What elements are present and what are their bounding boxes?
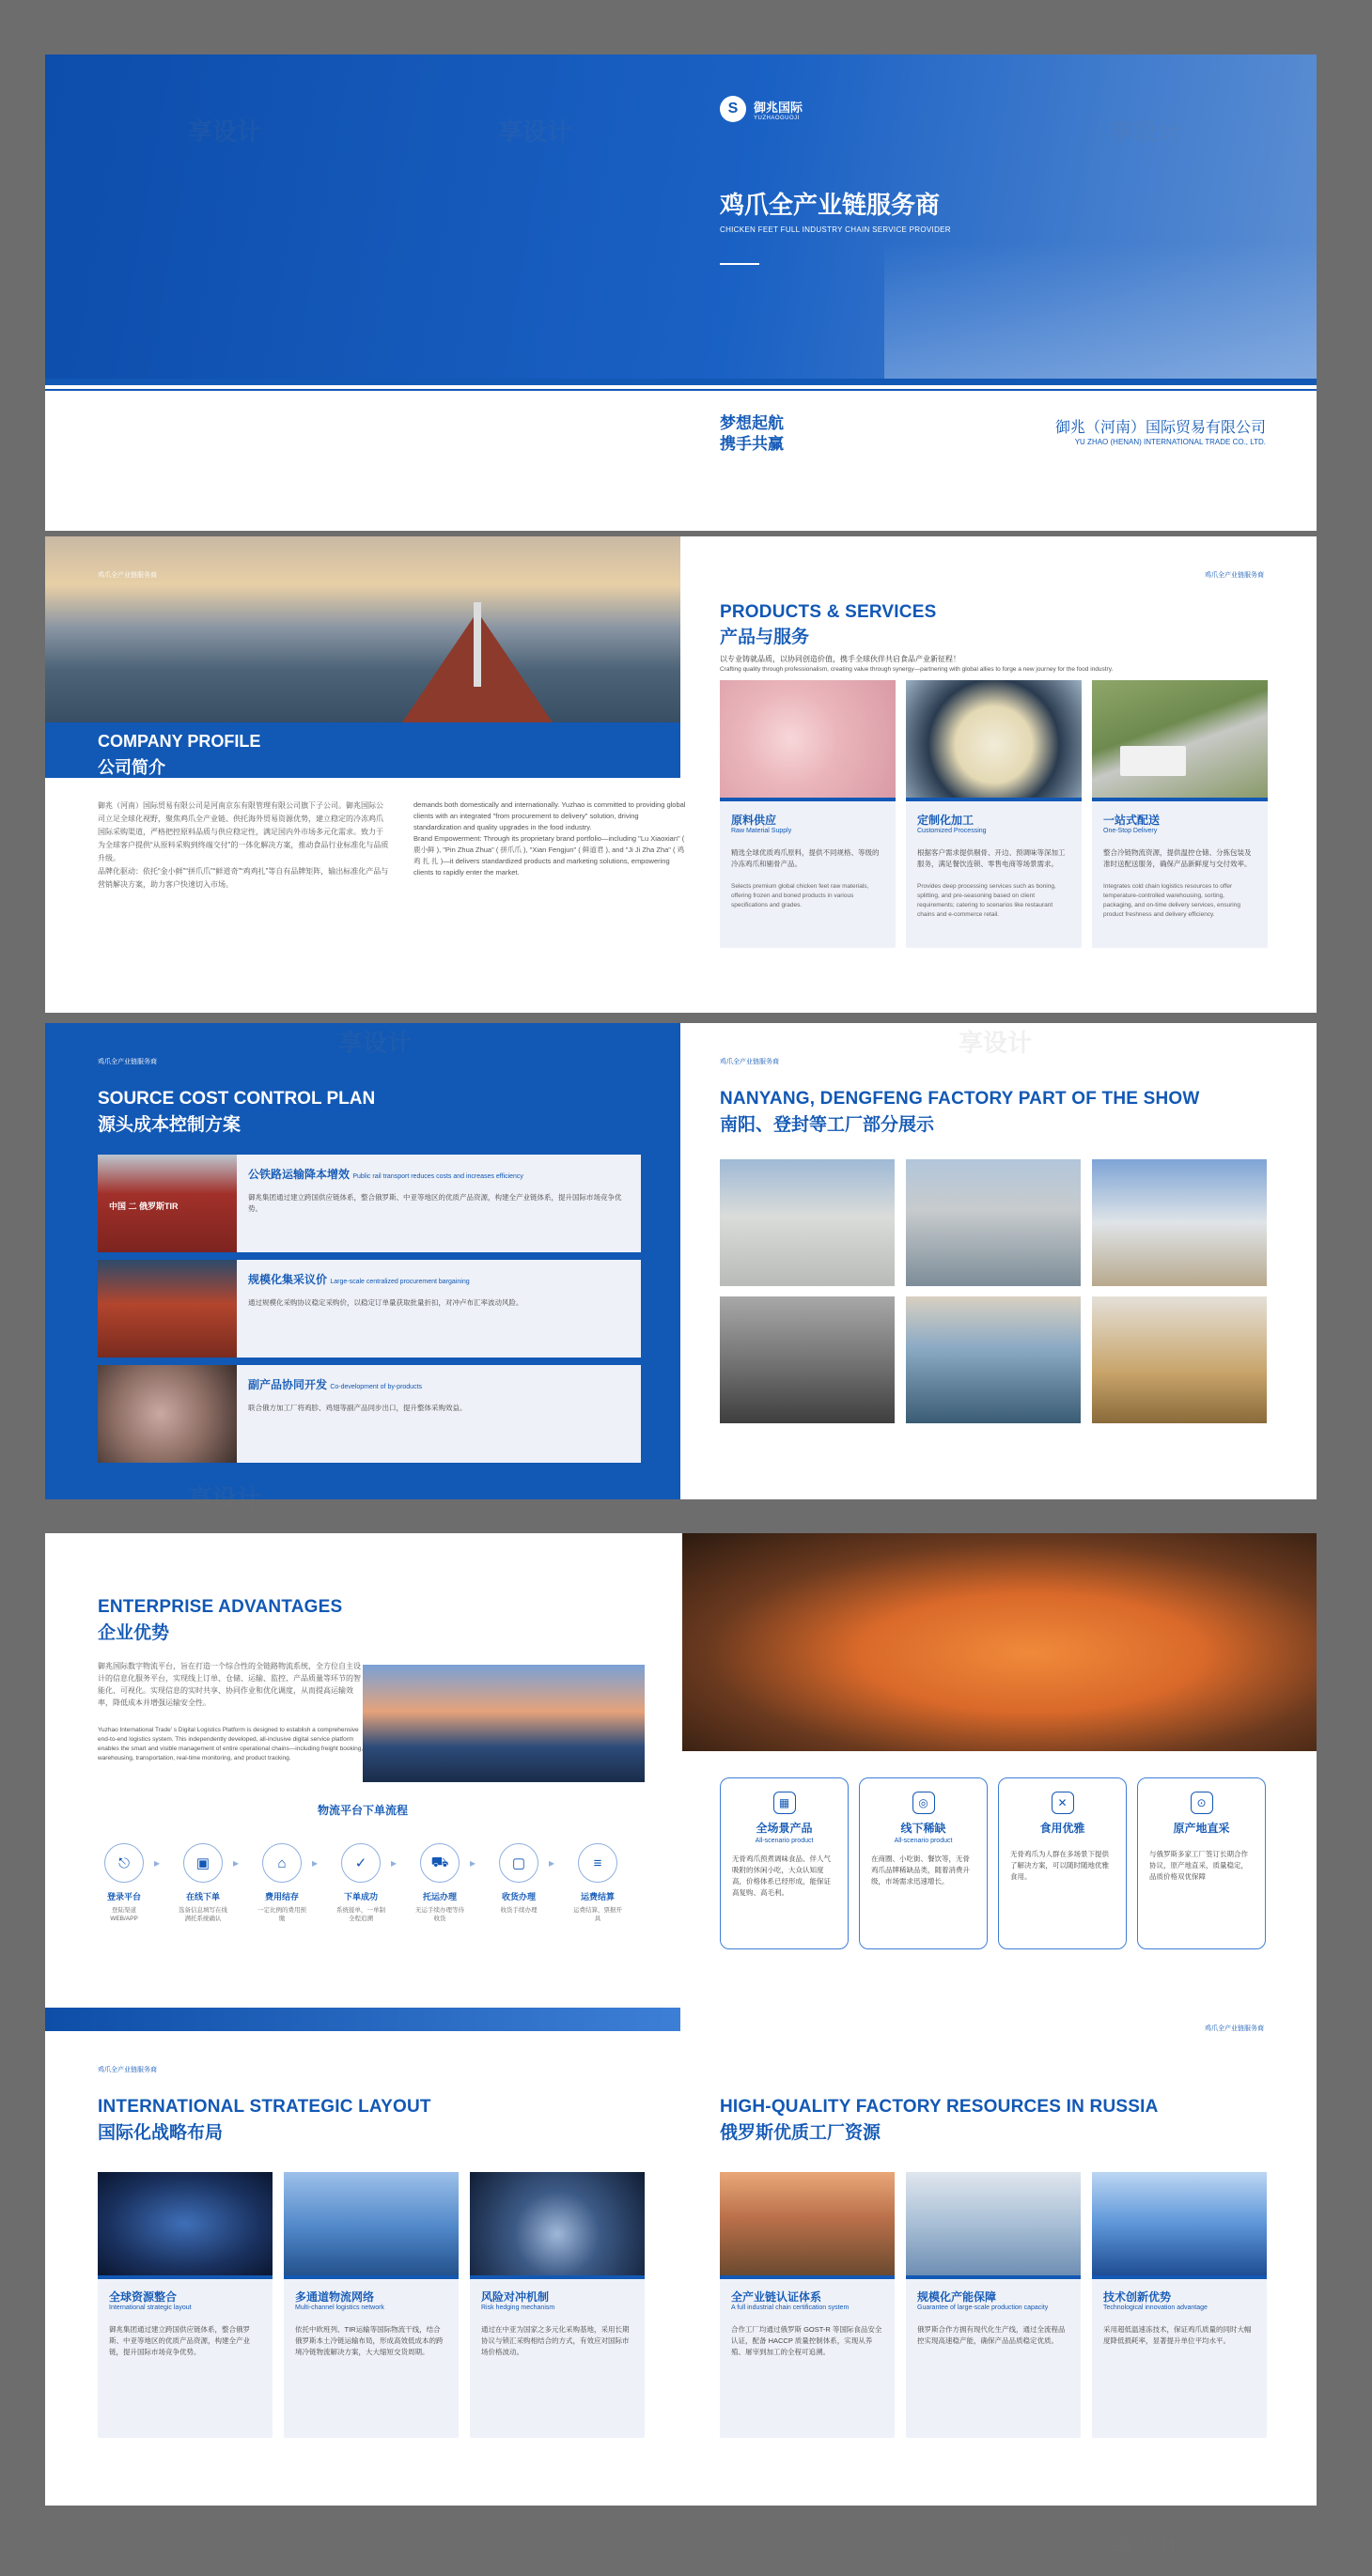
card-bar [470, 2275, 645, 2279]
risk-tech-photo [470, 2172, 645, 2275]
train-photo [98, 1155, 237, 1252]
russia-card-cert [720, 2172, 895, 2438]
source-proc-en: Large-scale centralized procurement bargaining [330, 1279, 470, 1285]
flow-step-desc: 运费结算，票据开具 [573, 1907, 622, 1922]
arrow-right-icon: ▸ [549, 1856, 555, 1870]
source-by-title [248, 1376, 422, 1392]
advantage-box-origin [1137, 1777, 1266, 1949]
cold-storage-photo [1092, 2172, 1267, 2275]
russia-cn: 俄罗斯优质工厂资源 [720, 2123, 881, 2143]
russia-en: HIGH-QUALITY FACTORY RESOURCES IN RUSSIA [720, 2097, 1159, 2117]
page-tag-right: 鸡爪全产业链服务商 [1205, 572, 1264, 579]
advantage-box-allscene [720, 1777, 849, 1949]
russia-cert-en: A full industrial chain certification system [731, 2304, 850, 2311]
russia-tech-cn: 技术创新优势 [1103, 2290, 1172, 2304]
russia-cert-body: 合作工厂均通过俄罗斯 GOST-R 等国际食品安全认证，配备 HACCP 质量控制体系，实现从养殖、屠宰到加工的全程可追溯。 [731, 2325, 882, 2356]
factory-en: NANYANG, DENGFENG FACTORY PART OF THE SHOW [720, 1089, 1200, 1109]
truck-road-photo [1092, 680, 1268, 798]
adv-origin-cn: 原产地直采 [1173, 1822, 1230, 1835]
flow-step-3 [256, 1843, 308, 1923]
russia-card-capacity [906, 2172, 1081, 2438]
flow-step-desc: 无运手续办理等待收货 [415, 1907, 464, 1922]
source-proc-body: 通过规模化采购协议稳定采购价，以稳定订单量获取批量折扣，对冲卢布汇率波动风险。 [248, 1298, 523, 1307]
slogan-line1: 梦想起航 [720, 414, 784, 432]
profile-body-cn: 御兆（河南）国际贸易有限公司是河南京东有限管理有限公司旗下子公司。御兆国际公司立足全球化视野，聚焦鸡爪全产业链、供托海外贸易资源优势，建立稳定的冷冻鸡爪国际采购渠道，严格把控原料品质与供应稳定性，满足国内外市场多元化需求。致力于为全球客户提供“从原料采购到终端交付”的一体化解决方案，推动食品行业标准化与品质升级。 品牌化驱动：依托“金小鲜”“拼爪爪”“鲜道奇”“鸡鸡扎”等自有品牌矩阵，输出标准化产品与营销解决方案，助力客户快速切入市场。 [98, 801, 389, 889]
russia-capacity-body: 俄罗斯合作方拥有现代化生产线，通过全流程品控实现高速稳产能，确保产品品质稳定优质。 [917, 2325, 1066, 2345]
source-row-byproduct [98, 1365, 641, 1463]
flow-step-desc: 选备信息填写在线满托系统确认 [179, 1907, 227, 1922]
flow-step-5 [413, 1843, 466, 1923]
arrow-right-icon: ▸ [312, 1856, 319, 1870]
check-icon: ✓ [341, 1843, 381, 1883]
logo-cn: 御兆国际 [754, 100, 803, 115]
russia-tech-en: Technological innovation advantage [1103, 2304, 1208, 2311]
products-intro-cn: 以专业铸就品质，以协同创造价值，携手全球伙伴共启食品产业新征程！ [720, 655, 960, 663]
product-delivery-cn: 一站式配送 [1103, 814, 1161, 827]
profile-body-en: demands both domestically and internationally. Yuzhao is committed to providing global clients with an integrated "from procurement to delivery" solution, driving standardization and quality upgrades in the food industry. Brand Empowerment: Through its proprietary brand portfolio—including "Lu Xiaoxian" ( 鹿小鲜 ), "Pin Zhua Zhua" ( 拼爪爪 ), "Xian Fengjun" ( 鲜道君 ), and "Ji Ji Zha Zha" ( 鸡 鸡 扎 扎 )—it delivers standardized products and marketing solutions, empowering clients to rapidly enter the market. [413, 800, 686, 877]
layout-global-body: 御兆集团通过建立跨国供应链体系，整合俄罗斯、中亚等地区的优质产品资源，构建全产业链，提升国际市场竞争优势。 [109, 2325, 250, 2356]
compass-icon: ◎ [912, 1792, 935, 1814]
page-tag-right: 鸡爪全产业链服务商 [1205, 2025, 1264, 2031]
locomotive-photo [98, 1260, 237, 1358]
profile-en: COMPANY PROFILE [98, 732, 261, 751]
factory-photo-4 [720, 1296, 895, 1423]
card-bar [906, 798, 1082, 801]
flow-step-6 [492, 1843, 545, 1915]
products-cn: 产品与服务 [720, 628, 810, 647]
layout-logistics-en: Multi-channel logistics network [295, 2304, 384, 2311]
source-rail-title [248, 1166, 523, 1182]
layout-cn: 国际化战略布局 [98, 2123, 224, 2143]
russia-capacity-en: Guarantee of large-scale production capacity [917, 2304, 1049, 2311]
slogan-line2: 携手共赢 [720, 435, 784, 453]
cover-title-en: CHICKEN FEET FULL INDUSTRY CHAIN SERVICE PROVIDER [720, 225, 951, 234]
product-delivery-body-en: Integrates cold chain logistics resources to offer temperature-controlled warehousing, sorting, packaging, and on-time delivery services, ensuring product freshness and delivery efficiency. [1103, 883, 1240, 918]
layout-risk-en: Risk hedging mechanism [481, 2304, 555, 2311]
spicy-chicken-feet-photo [682, 1533, 1317, 1751]
profile-products-spread [45, 536, 1317, 1013]
production-line-photo [906, 2172, 1081, 2275]
page-tag-left: 鸡爪全产业链服务商 [98, 2067, 157, 2073]
invoice-icon: ≡ [578, 1843, 617, 1883]
advantages-spread [45, 1533, 1317, 2031]
payment-icon: ⌂ [262, 1843, 302, 1883]
layout-card-global [98, 2172, 273, 2438]
card-bar [720, 798, 896, 801]
layout-risk-body: 通过在中亚为国家之多元化采购基地，采用长期协议与锁汇采购相结合的方式，有效应对国际市场价格波动。 [481, 2325, 630, 2356]
source-by-cn: 副产品协同开发 [248, 1378, 328, 1391]
cover-blue-band [45, 54, 1317, 379]
logo-icon: S [720, 96, 746, 122]
logo-en: YUZHAOGUOJI [754, 115, 800, 121]
flow-step-4 [335, 1843, 387, 1923]
product-raw-cn: 原料供应 [731, 814, 777, 827]
arrow-right-icon: ▸ [391, 1856, 398, 1870]
company-cn: 御兆（河南）国际贸易有限公司 [1054, 420, 1266, 436]
products-intro-en: Crafting quality through professionalism, creating value through synergy—partnering with global allies to forge a new journey for the food industry. [720, 666, 1114, 673]
adv-scarce-cn: 线下稀缺 [900, 1822, 946, 1835]
layout-global-cn: 全球资源整合 [109, 2290, 178, 2304]
factory-photo-5 [906, 1296, 1081, 1423]
flow-step-2 [177, 1843, 229, 1923]
grid-icon: ▦ [773, 1792, 796, 1814]
product-delivery-en: One-Stop Delivery [1103, 828, 1158, 834]
arrow-right-icon: ▸ [470, 1856, 476, 1870]
order-icon: ▣ [183, 1843, 223, 1883]
flow-step-7 [571, 1843, 624, 1923]
flow-step-title: 登录平台 [106, 1892, 141, 1901]
source-row-rail [98, 1155, 641, 1252]
card-bar [906, 2275, 1081, 2279]
adv-allscene-en: All-scenario product [755, 1838, 814, 1844]
product-raw-en: Raw Material Supply [731, 828, 792, 834]
layout-logistics-body: 依托中欧班列、TIR运输等国际物流干线，结合俄罗斯本土冷链运输布局，形成高效低成本的跨境冷链物流解决方案，大大缩短交货周期。 [295, 2325, 444, 2356]
box-icon: ▢ [499, 1843, 538, 1883]
factory-cn: 南阳、登封等工厂部分展示 [720, 1115, 935, 1135]
layout-logistics-cn: 多通道物流网络 [295, 2290, 375, 2304]
product-custom-en: Customized Processing [917, 828, 987, 834]
cover-stripe-thin [45, 389, 1317, 391]
russia-cert-cn: 全产业链认证体系 [731, 2290, 822, 2304]
cover-title-cn: 鸡爪全产业链服务商 [720, 191, 941, 219]
location-icon: ⊙ [1191, 1792, 1213, 1814]
product-custom-body-en: Provides deep processing services such as boning, splitting, and pre-seasoning based on client requirements; catering to scenarios like restaurant chains and e-commerce retail. [917, 883, 1056, 918]
world-map-photo [98, 2172, 273, 2275]
product-raw-body-en: Selects premium global chicken feet raw materials, offering frozen and boned products in various specifications and grades. [731, 883, 869, 908]
adv-scarce-body: 在商圈、小吃街、餐饮等，无骨鸡爪品牌稀缺品类，随着消费升级，市场需求迅速增长。 [871, 1854, 970, 1885]
adv-elegant-cn: 食用优雅 [1039, 1822, 1085, 1835]
arrow-right-icon: ▸ [154, 1856, 161, 1870]
page-tag-right: 鸡爪全产业链服务商 [720, 1059, 779, 1065]
advantage-box-elegant [998, 1777, 1127, 1949]
train-sign: 中国 二 俄罗斯TIR [109, 1202, 179, 1211]
page-tag-left: 鸡爪全产业链服务商 [98, 572, 157, 579]
raw-chicken-feet-photo [720, 680, 896, 798]
logistics-port-photo [363, 1665, 645, 1782]
profile-cn: 公司简介 [98, 758, 165, 777]
advantages-bottom-bar [45, 2008, 680, 2031]
advantages-cn: 企业优势 [98, 1623, 170, 1643]
advantages-body-cn: 御兆国际数字物流平台，旨在打造一个综合性的全链路物流系统，全方位自主设计的信息化服务平台，实现线上订单、仓储、运输、监控、产品质量等环节的智能化、可视化。实现信息的实时共享、协同作业和优化调度，从而提高运输效率，降低成本并增强运输安全性。 [98, 1662, 361, 1707]
factory-photo-2 [906, 1159, 1081, 1286]
login-icon: ⎋ [104, 1843, 144, 1883]
product-card-delivery [1092, 680, 1268, 948]
company-en: YU ZHAO (HENAN) INTERNATIONAL TRADE CO., LTD. [1074, 438, 1266, 446]
advantage-box-scarce [859, 1777, 988, 1949]
product-card-raw [720, 680, 896, 948]
source-rail-cn: 公铁路运输降本增效 [248, 1168, 351, 1181]
flow-title: 物流平台下单流程 [317, 1804, 408, 1817]
truck-icon: ⛟ [420, 1843, 460, 1883]
adv-allscene-cn: 全场景产品 [756, 1822, 813, 1835]
source-proc-cn: 规模化集采议价 [248, 1273, 328, 1286]
source-en: SOURCE COST CONTROL PLAN [98, 1089, 376, 1109]
cover-title-rule [720, 263, 759, 265]
cover-stripe [45, 379, 1317, 385]
flow-step-title: 下单成功 [343, 1892, 378, 1901]
russia-card-tech [1092, 2172, 1267, 2438]
source-factory-spread [45, 1023, 1317, 1499]
product-raw-body-cn: 精选全球优质鸡爪原料，提供不同规格、等级的冷冻鸡爪和剔骨产品。 [731, 848, 880, 868]
utensils-icon: ✕ [1052, 1792, 1074, 1814]
advantages-en: ENTERPRISE ADVANTAGES [98, 1597, 343, 1617]
source-row-procurement [98, 1260, 641, 1358]
russia-capacity-cn: 规模化产能保障 [917, 2290, 997, 2304]
product-card-custom [906, 680, 1082, 948]
card-bar [98, 2275, 273, 2279]
source-by-body: 联合俄方加工厂将鸡胗、鸡翅等副产品同步出口，提升整体采购效益。 [248, 1404, 467, 1412]
farm-photo [720, 2172, 895, 2275]
source-by-en: Co-development of by-products [330, 1384, 423, 1390]
ship-mast [474, 602, 481, 687]
adv-scarce-en: All-scenario product [894, 1838, 953, 1844]
flow-step-desc: 收货手续办理 [500, 1907, 538, 1914]
page-tag-left: 鸡爪全产业链服务商 [98, 1059, 157, 1065]
flow-step-desc: 系统接单，一单制全程追溯 [336, 1907, 385, 1922]
card-bar [1092, 798, 1268, 801]
products-en: PRODUCTS & SERVICES [720, 602, 937, 622]
adv-elegant-body: 无骨鸡爪为人群在多场景下提供了解决方案，可以随时随地优雅食用。 [1010, 1850, 1109, 1881]
russia-tech-body: 采用超低温速冻技术，保证鸡爪质量的同时大幅度降低损耗率，显著提升单位平均水平。 [1103, 2325, 1252, 2345]
product-custom-cn: 定制化加工 [917, 814, 974, 827]
product-delivery-body-cn: 整合冷链物流资源，提供温控仓储、分拣包装及准时送配送服务，确保产品新鲜度与交付效率。 [1103, 848, 1252, 868]
truck-shape [1120, 746, 1186, 776]
flow-step-desc: 一定比例的费用预缴 [257, 1907, 306, 1922]
source-cn: 源头成本控制方案 [98, 1115, 242, 1135]
watermark: 享设计 [1109, 2532, 1183, 2560]
factory-photo-3 [1092, 1159, 1267, 1286]
flow-step-title: 收货办理 [501, 1892, 536, 1901]
logistics-network-photo [284, 2172, 459, 2275]
flow-step-title: 托运办理 [422, 1892, 457, 1901]
layout-card-logistics [284, 2172, 459, 2438]
flow-steps [98, 1843, 643, 1928]
card-bar [1092, 2275, 1267, 2279]
layout-russia-spread [45, 2031, 1317, 2506]
layout-en: INTERNATIONAL STRATEGIC LAYOUT [98, 2097, 431, 2117]
meat-photo [98, 1365, 237, 1463]
flow-step-title: 在线下单 [185, 1892, 220, 1901]
card-bar [284, 2275, 459, 2279]
flow-step-1 [98, 1843, 150, 1923]
source-rail-en: Public rail transport reduces costs and increases efficiency [352, 1173, 523, 1180]
adv-allscene-body: 无骨鸡爪预煮调味食品、伴人气吸附的休闲小吃，大众认知度高，价格体系已经形成，能保证高复购、高毛利。 [732, 1854, 831, 1897]
layout-risk-cn: 风险对冲机制 [481, 2290, 550, 2304]
layout-global-en: International strategic layout [109, 2304, 192, 2311]
source-proc-title [248, 1271, 470, 1287]
cover-ship-silhouette [884, 242, 1317, 379]
flow-step-desc: 登陆渠道 WEB/APP [110, 1907, 138, 1922]
factory-photo-1 [720, 1159, 895, 1286]
arrow-right-icon: ▸ [233, 1856, 240, 1870]
factory-photo-6 [1092, 1296, 1267, 1423]
flow-step-title: 费用结存 [264, 1892, 299, 1901]
layout-card-risk [470, 2172, 645, 2438]
adv-origin-body: 与俄罗斯多家工厂签订长期合作协议，原产地直采，质量稳定，品质价格双优保障 [1149, 1850, 1248, 1881]
product-custom-body-cn: 根据客户需求提供剔骨、开边、预调味等深加工服务，满足餐饮连锁、零售电商等场景需求。 [917, 848, 1066, 868]
flow-step-title: 运费结算 [580, 1892, 615, 1901]
card-bar [720, 2275, 895, 2279]
processed-feet-photo [906, 680, 1082, 798]
advantages-body-en: Yuzhao International Trade' s Digital Logistics Platform is designed to establish a comprehensive end-to-end logistics system. This independently developed, all-inclusive digital service platform enables the smart and visible management of entire operational chains—including freight booking, warehousing, transportation, real-time monitoring, and product tracking. [98, 1727, 364, 1761]
source-rail-body: 御兆集团通过建立跨国供应链体系，整合俄罗斯、中亚等地区的优质产品资源，构建全产业链体系，提升国际市场竞争优势。 [248, 1193, 622, 1213]
logo [720, 96, 803, 122]
cover-page [45, 54, 1317, 531]
